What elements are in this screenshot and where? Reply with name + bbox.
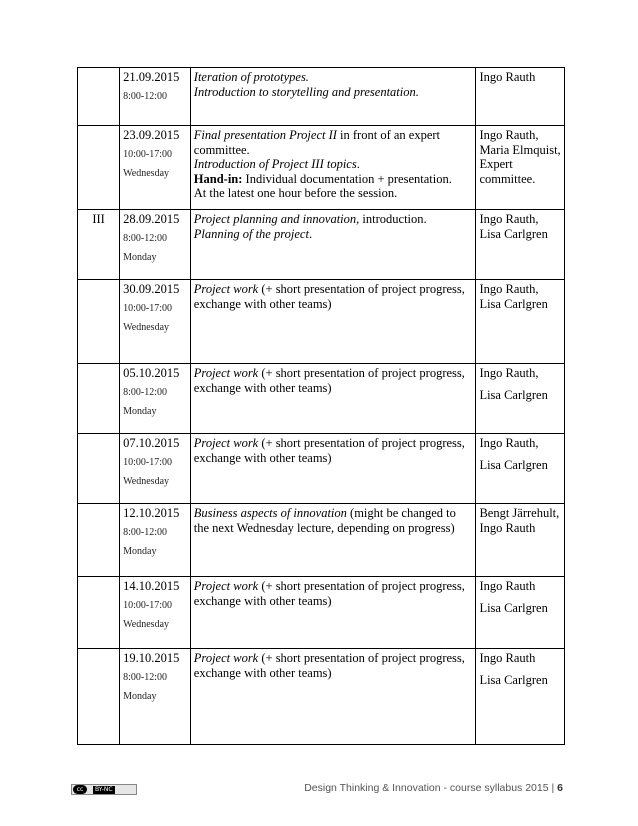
- session-time: 10:00-17:00: [123, 149, 173, 160]
- content-segment: exchange with other teams): [193, 380, 332, 395]
- teacher-name: Ingo Rauth: [479, 70, 536, 84]
- session-time: 8:00-12:00: [123, 233, 168, 244]
- content-segment: .: [308, 226, 313, 241]
- section-cell: [78, 280, 120, 364]
- spacer: [479, 381, 561, 388]
- teacher-cell: [476, 210, 565, 280]
- content-segment: Project planning and innovation: [193, 212, 357, 226]
- teacher-cell: [476, 68, 565, 126]
- session-day: Monday: [123, 252, 157, 263]
- teacher-name: Ingo Rauth: [479, 520, 536, 535]
- session-time: 8:00-12:00: [123, 91, 168, 102]
- spacer: [479, 451, 561, 458]
- teacher-name: Ingo Rauth: [479, 651, 536, 665]
- content-cell: [190, 434, 476, 504]
- teacher-cell: [476, 126, 565, 210]
- teacher-name: Ingo Rauth,: [479, 128, 539, 142]
- table-row: [78, 504, 565, 577]
- content-line: [194, 172, 473, 187]
- content-segment: Individual documentation + presentation.: [242, 171, 452, 186]
- table-row: [78, 434, 565, 504]
- table-row: [78, 649, 565, 745]
- section-cell: [78, 364, 120, 434]
- footer-title: Design Thinking & Innovation - course syllabus 2015: [304, 782, 549, 794]
- content-line: [194, 227, 473, 242]
- content-segment: Project work: [193, 651, 259, 665]
- session-date: 14.10.2015: [123, 579, 180, 593]
- date-cell: [120, 434, 191, 504]
- content-cell: [190, 364, 476, 434]
- content-segment: exchange with other teams): [193, 665, 332, 680]
- teacher-name: committee.: [479, 171, 536, 186]
- teacher-name: Lisa Carlgren: [479, 226, 548, 241]
- session-time: 10:00-17:00: [123, 457, 173, 468]
- teacher-cell: [476, 504, 565, 577]
- content-segment: (might be changed to: [346, 506, 456, 520]
- content-line: [194, 521, 473, 536]
- teacher-name: Lisa Carlgren: [479, 672, 548, 687]
- content-segment: Project work: [193, 282, 259, 296]
- teacher-name: Ingo Rauth,: [479, 436, 539, 450]
- content-segment: Project work: [193, 579, 259, 593]
- teacher-name: Ingo Rauth,: [479, 366, 539, 380]
- content-segment: Project work: [193, 436, 259, 450]
- session-time: 10:00-17:00: [123, 303, 173, 314]
- content-line: [194, 381, 473, 396]
- content-line: [194, 212, 473, 227]
- content-segment: Project work: [193, 366, 259, 380]
- content-segment: exchange with other teams): [193, 593, 332, 608]
- teacher-name: Bengt Järrehult,: [479, 506, 560, 520]
- teacher-name: Lisa Carlgren: [479, 600, 548, 615]
- session-day: Wednesday: [123, 168, 170, 179]
- session-time: 8:00-12:00: [123, 387, 168, 398]
- date-cell: [120, 210, 191, 280]
- date-cell: [120, 649, 191, 745]
- table-row: [78, 126, 565, 210]
- content-segment: (+ short presentation of project progress,: [258, 651, 465, 665]
- content-segment: (+ short presentation of project progress,: [258, 366, 465, 380]
- date-cell: [120, 68, 191, 126]
- session-date: 30.09.2015: [123, 282, 180, 296]
- content-line: [194, 157, 473, 172]
- table-row: [78, 210, 565, 280]
- teacher-name: Ingo Rauth: [479, 579, 536, 593]
- content-segment: exchange with other teams): [193, 296, 332, 311]
- cc-license-badge: [71, 784, 137, 795]
- section-cell: [78, 577, 120, 649]
- teacher-cell: [476, 577, 565, 649]
- section-cell: [78, 649, 120, 745]
- spacer: [479, 594, 561, 601]
- table-row: [78, 68, 565, 126]
- content-cell: [190, 504, 476, 577]
- session-time: 8:00-12:00: [123, 527, 168, 538]
- session-date: 12.10.2015: [123, 506, 180, 520]
- content-segment: Planning of the project: [193, 226, 309, 241]
- content-segment: Hand-in:: [193, 171, 243, 186]
- session-day: Monday: [123, 546, 157, 557]
- section-cell: [78, 504, 120, 577]
- section-cell: [78, 68, 120, 126]
- content-line: [194, 506, 473, 521]
- content-segment: the next Wednesday lecture, depending on progress): [193, 520, 455, 535]
- section-cell: [78, 434, 120, 504]
- date-cell: [120, 126, 191, 210]
- teacher-name: Lisa Carlgren: [479, 387, 548, 402]
- content-segment: , introduction.: [356, 212, 427, 226]
- session-date: 05.10.2015: [123, 366, 180, 380]
- session-time: 8:00-12:00: [123, 672, 168, 683]
- teacher-name: Lisa Carlgren: [479, 296, 548, 311]
- session-day: Wednesday: [123, 322, 170, 333]
- content-segment: committee.: [193, 142, 250, 157]
- content-segment: (+ short presentation of project progress,: [258, 436, 465, 450]
- content-line: [194, 666, 473, 681]
- content-segment: At the latest one hour before the session.: [193, 186, 398, 200]
- teacher-cell: [476, 280, 565, 364]
- content-segment: in front of an expert: [336, 128, 441, 142]
- schedule-body: [78, 68, 565, 745]
- session-date: 07.10.2015: [123, 436, 180, 450]
- teacher-cell: [476, 649, 565, 745]
- spacer: [479, 666, 561, 673]
- content-line: [194, 436, 473, 451]
- teacher-name: Ingo Rauth,: [479, 282, 539, 296]
- teacher-name: Ingo Rauth,: [479, 212, 539, 226]
- content-segment: exchange with other teams): [193, 450, 332, 465]
- content-line: [194, 297, 473, 312]
- content-segment: Business aspects of innovation: [193, 506, 347, 520]
- content-cell: [190, 68, 476, 126]
- date-cell: [120, 504, 191, 577]
- content-segment: .: [356, 157, 360, 171]
- teacher-name: Maria Elmquist,: [479, 142, 561, 157]
- content-segment: Introduction of Project III topics: [193, 157, 357, 171]
- session-time: 10:00-17:00: [123, 600, 173, 611]
- content-line: [194, 128, 473, 143]
- session-day: Monday: [123, 691, 157, 702]
- content-cell: [190, 280, 476, 364]
- content-segment: (+ short presentation of project progress,: [258, 579, 465, 593]
- teacher-name: Expert: [479, 157, 513, 171]
- table-row: [78, 280, 565, 364]
- license-label: BY-NC: [95, 785, 113, 793]
- content-line: [194, 451, 473, 466]
- section-label: III: [92, 212, 105, 226]
- teacher-cell: [476, 364, 565, 434]
- page-number: 6: [557, 782, 563, 794]
- session-date: 21.09.2015: [123, 70, 180, 84]
- date-cell: [120, 577, 191, 649]
- page-footer: [0, 782, 638, 796]
- content-cell: [190, 577, 476, 649]
- content-cell: [190, 210, 476, 280]
- content-line: [194, 85, 473, 100]
- content-cell: [190, 126, 476, 210]
- session-date: 28.09.2015: [123, 212, 180, 226]
- schedule-table: [77, 67, 565, 745]
- content-line: [194, 366, 473, 381]
- footer-separator: |: [551, 782, 555, 794]
- teacher-name: Lisa Carlgren: [479, 457, 548, 472]
- session-day: Monday: [123, 406, 157, 417]
- content-line: [194, 70, 473, 85]
- content-line: [194, 186, 473, 201]
- session-day: Wednesday: [123, 476, 170, 487]
- section-cell: [78, 210, 120, 280]
- content-line: [194, 651, 473, 666]
- session-date: 19.10.2015: [123, 651, 180, 665]
- content-segment: Introduction to storytelling and presentation.: [193, 84, 419, 99]
- content-line: [194, 282, 473, 297]
- content-line: [194, 579, 473, 594]
- footer-text: [304, 782, 563, 794]
- teacher-cell: [476, 434, 565, 504]
- content-segment: (+ short presentation of project progress,: [258, 282, 465, 296]
- session-day: Wednesday: [123, 619, 170, 630]
- date-cell: [120, 364, 191, 434]
- date-cell: [120, 280, 191, 364]
- content-segment: Iteration of prototypes.: [193, 70, 309, 84]
- cc-license-icon: cc: [73, 785, 87, 794]
- session-date: 23.09.2015: [123, 128, 180, 142]
- content-line: [194, 143, 473, 158]
- table-row: [78, 577, 565, 649]
- content-cell: [190, 649, 476, 745]
- content-segment: Final presentation Project II: [193, 128, 337, 142]
- content-line: [194, 594, 473, 609]
- section-cell: [78, 126, 120, 210]
- table-row: [78, 364, 565, 434]
